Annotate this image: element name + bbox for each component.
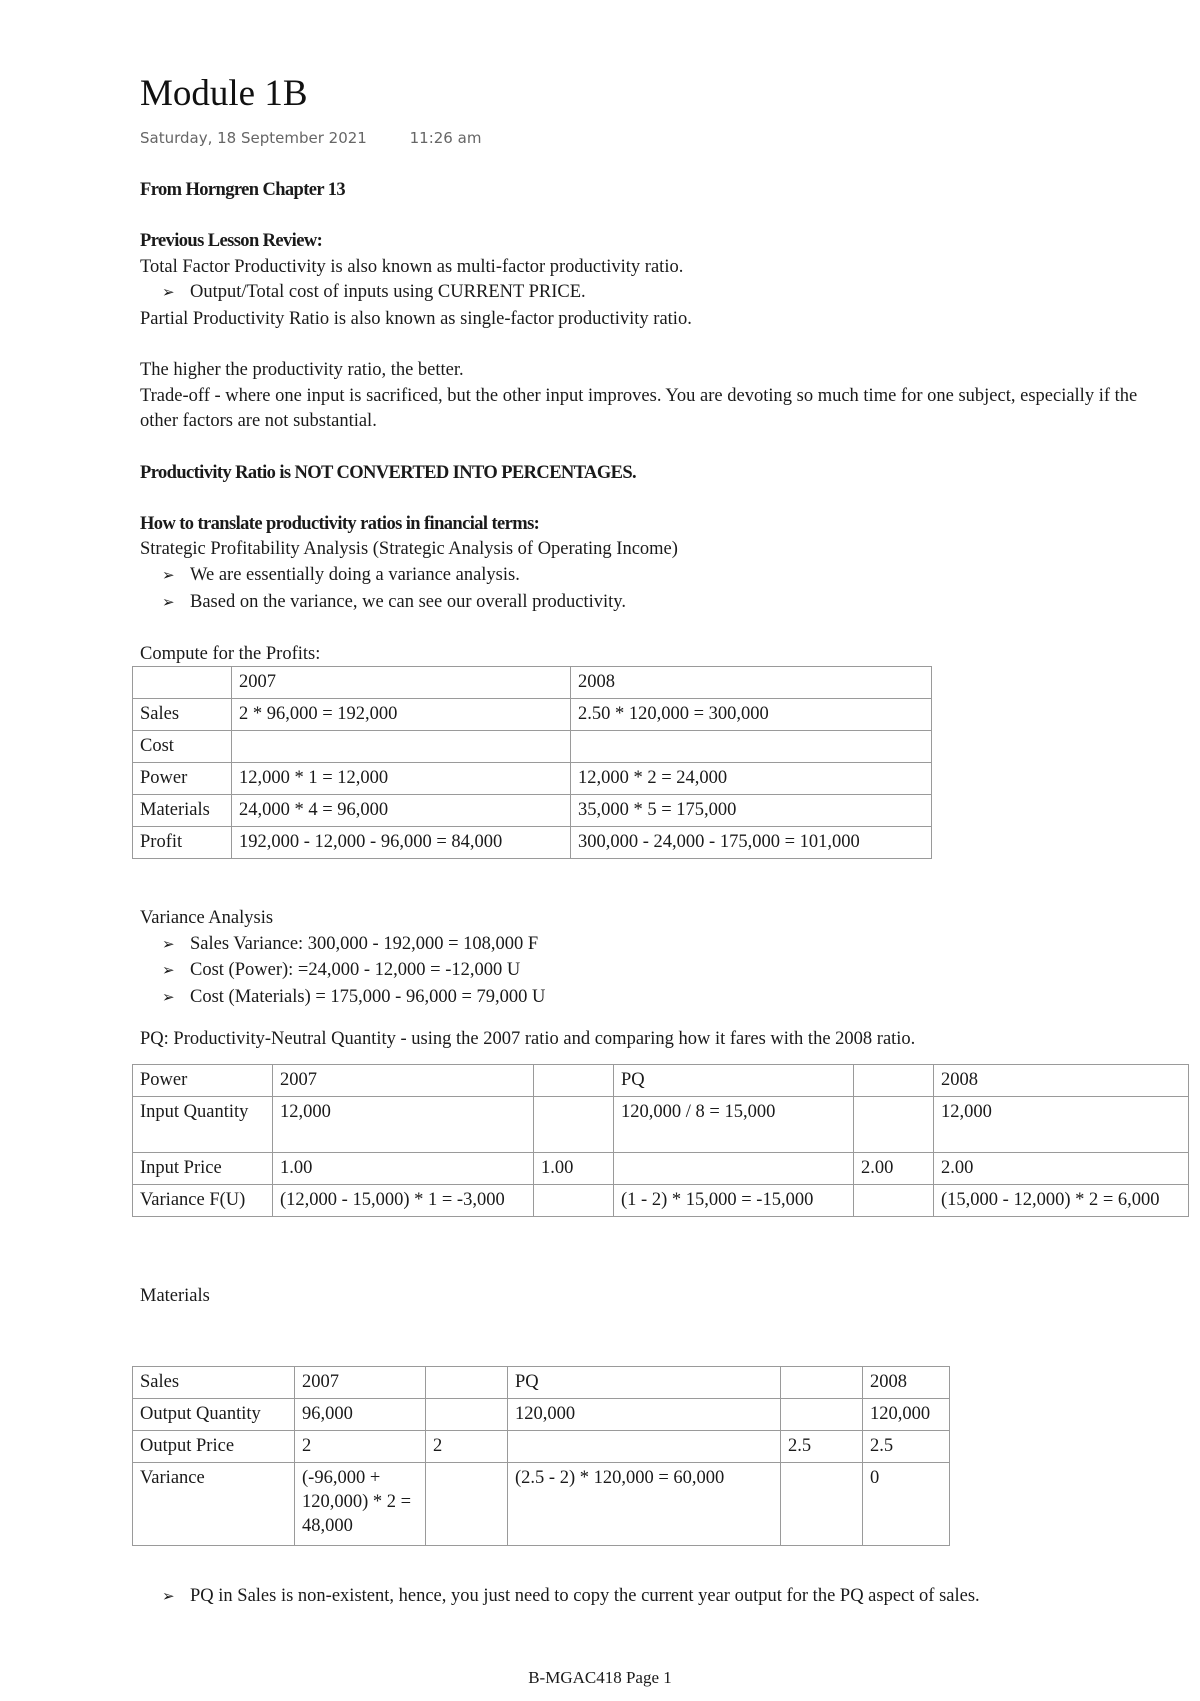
bullet-item [162,1584,1172,1611]
page-time: 11:26 am [409,129,482,147]
text-paragraph: Trade-off - where one input is sacrificed, but the other input improves. You are devoting so much time for one subject, especially if the other factors are not substantial. [140,385,1138,432]
page-timestamp [140,129,481,147]
review-heading: Previous Lesson Review: [140,231,323,252]
arrow-bullet-icon: ➢ [162,594,175,611]
text-line: The higher the productivity ratio, the better. [140,360,464,381]
variance-section [140,906,1140,1053]
arrow-bullet-icon: ➢ [162,567,175,584]
table-row: Sales 2007 PQ 2008 [133,1367,950,1399]
arrow-bullet-icon: ➢ [162,989,175,1006]
arrow-bullet-icon: ➢ [162,963,175,980]
table-row: Variance F(U) (12,000 - 15,000) * 1 = -3,000 (1 - 2) * 15,000 = -15,000 (15,000 - 12,000) * 2 = 6,000 [133,1185,1189,1217]
bullet-item: ➢ Cost (Materials) = 175,000 - 96,000 = 79,000 U [140,985,1140,1012]
bullet-item: ➢ We are essentially doing a variance analysis. [140,563,1140,590]
table-row: Variance (-96,000 + 120,000) * 2 = 48,000 (2.5 - 2) * 120,000 = 60,000 0 [133,1463,950,1546]
table-row: Output Price 2 2 2.5 2.5 [133,1431,950,1463]
bullet-item: ➢ Sales Variance: 300,000 - 192,000 = 108,000 F [140,932,1140,959]
table-row: Input Price 1.00 1.00 2.00 2.00 [133,1153,1189,1185]
review-line: Partial Productivity Ratio is also known as single-factor productivity ratio. [140,308,692,329]
table-row: Output Quantity 96,000 120,000 120,000 [133,1399,950,1431]
arrow-bullet-icon: ➢ [162,936,175,953]
bullet-item: ➢ Based on the variance, we can see our overall productivity. [140,590,1140,617]
note-body [140,178,1140,667]
review-line: Total Factor Productivity is also known as multi-factor productivity ratio. [140,256,684,277]
table-row: Materials 24,000 * 4 = 96,000 35,000 * 5 = 175,000 [133,795,932,827]
table-row: 2007 2008 [133,667,932,699]
table-row: Cost [133,731,932,763]
source-heading: From Horngren Chapter 13 [140,180,346,200]
emphasis-line: Productivity Ratio is NOT CONVERTED INTO PERCENTAGES. [140,462,637,483]
text-line: Strategic Profitability Analysis (Strategic Analysis of Operating Income) [140,539,678,560]
table-row: Power 12,000 * 1 = 12,000 12,000 * 2 = 24,000 [133,763,932,795]
profit-table [132,666,932,859]
page-footer: B-MGAC418 Page 1 [528,1668,672,1687]
arrow-bullet-icon: ➢ [162,1589,175,1605]
page-title: Module 1B [140,73,308,114]
arrow-bullet-icon: ➢ [162,285,175,302]
final-bullet-text: PQ in Sales is non-existent, hence, you just need to copy the current year output for the PQ aspect of sales. [190,1586,980,1606]
bullet-item: ➢ Cost (Power): =24,000 - 12,000 = -12,000 U [140,958,1140,985]
variance-label: Variance Analysis [140,908,274,928]
table-row: Profit 192,000 - 12,000 - 96,000 = 84,000 300,000 - 24,000 - 175,000 = 101,000 [133,827,932,859]
bullet-item: ➢ Output/Total cost of inputs using CURRENT PRICE. [140,280,1140,307]
table-row: Power 2007 PQ 2008 [133,1065,1189,1097]
power-variance-table [132,1064,1189,1217]
page-date: Saturday, 18 September 2021 [140,129,367,147]
materials-label: Materials [140,1286,210,1306]
sales-variance-table [132,1366,950,1546]
table-row: Input Quantity 12,000 120,000 / 8 = 15,000 12,000 [133,1097,1189,1153]
compute-label: Compute for the Profits: [140,643,321,664]
pq-definition: PQ: Productivity-Neutral Quantity - using the 2007 ratio and comparing how it fares with the 2008 ratio. [140,1029,916,1050]
table-row: Sales 2 * 96,000 = 192,000 2.50 * 120,000 = 300,000 [133,699,932,731]
translate-heading: How to translate productivity ratios in financial terms: [140,513,540,534]
